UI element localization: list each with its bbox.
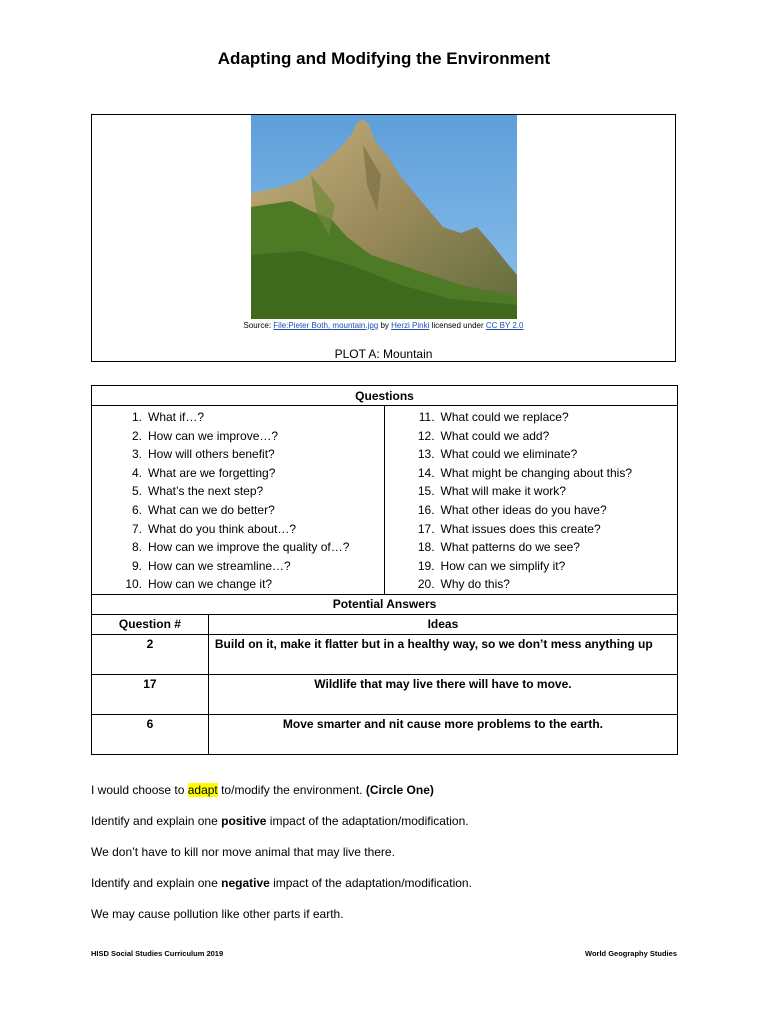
- positive-answer: We don’t have to kill nor move animal that may live there.: [91, 845, 395, 859]
- question-number: 8.: [131, 540, 142, 555]
- col-question-header: Question #: [92, 614, 209, 634]
- question-text: What if…?: [148, 410, 205, 424]
- question-number: 3.: [131, 447, 142, 462]
- question-item: [92, 520, 384, 539]
- question-number: 16.: [417, 502, 435, 517]
- source-by: by: [378, 321, 392, 330]
- positive-post: impact of the adaptation/modification.: [266, 814, 469, 828]
- question-text: How can we improve…?: [148, 428, 279, 443]
- source-prefix: Source:: [243, 321, 274, 330]
- mountain-photo: [251, 115, 517, 319]
- question-text: What could we eliminate?: [440, 447, 578, 462]
- question-text: How will others benefit?: [148, 447, 275, 462]
- question-number: 15.: [417, 484, 435, 499]
- question-item: [92, 408, 384, 427]
- question-number: 7.: [131, 521, 142, 536]
- positive-prompt: [91, 814, 469, 828]
- question-number: 20.: [417, 577, 435, 592]
- question-text: How can we change it?: [148, 577, 273, 592]
- question-item: [92, 445, 384, 464]
- question-number: 13.: [417, 447, 435, 462]
- question-item: [385, 445, 677, 464]
- negative-prompt: [91, 876, 472, 890]
- question-text: What other ideas do you have?: [440, 502, 607, 517]
- question-text: How can we improve the quality of…?: [148, 540, 350, 555]
- answer-question-number: 2: [92, 634, 209, 674]
- question-number: 11.: [418, 410, 435, 424]
- answer-idea: Wildlife that may live there will have to move.: [208, 674, 677, 714]
- question-item: [385, 557, 677, 576]
- image-box: [91, 114, 676, 362]
- source-licensed: licensed under: [429, 321, 486, 330]
- question-item: [385, 408, 677, 427]
- positive-word: positive: [221, 814, 267, 828]
- footer-left: HISD Social Studies Curriculum 2019: [91, 949, 224, 958]
- negative-pre: Identify and explain one: [91, 876, 222, 890]
- question-text: Why do this?: [440, 577, 510, 592]
- question-text: What do you think about…?: [148, 521, 297, 536]
- question-text: How can we simplify it?: [440, 558, 566, 573]
- answer-question-number: 6: [92, 714, 209, 754]
- question-text: What will make it work?: [440, 484, 566, 499]
- questions-left-list: [92, 408, 384, 594]
- question-text: What might be changing about this?: [440, 465, 633, 480]
- adapt-highlight: adapt: [187, 783, 218, 797]
- question-item: [92, 482, 384, 501]
- question-number: 17.: [417, 521, 435, 536]
- questions-right-column: [384, 406, 677, 595]
- negative-word: negative: [221, 876, 270, 890]
- questions-table: [91, 385, 678, 755]
- choose-post: to/modify the environment.: [217, 783, 366, 797]
- image-source-credit: [92, 321, 675, 330]
- question-number: 9.: [131, 558, 142, 573]
- answers-header: Potential Answers: [92, 594, 678, 614]
- question-text: What’s the next step?: [148, 484, 264, 499]
- answer-idea: Build on it, make it flatter but in a healthy way, so we don’t mess anything up: [208, 634, 677, 674]
- page-title: Adapting and Modifying the Environment: [217, 49, 551, 68]
- question-text: What are we forgetting?: [148, 465, 276, 480]
- choose-line: [91, 783, 434, 797]
- answer-row: [92, 674, 678, 714]
- question-number: 14.: [417, 465, 435, 480]
- question-text: What could we replace?: [440, 410, 569, 424]
- answer-row: [92, 714, 678, 754]
- question-item: [92, 538, 384, 557]
- question-item: [385, 538, 677, 557]
- source-file-link[interactable]: File:Pieter Both, mountain.jpg: [273, 321, 379, 330]
- question-item: [92, 501, 384, 520]
- question-item: [385, 575, 677, 594]
- question-item: [92, 575, 384, 594]
- question-number: 4.: [131, 465, 142, 480]
- question-number: 6.: [131, 502, 142, 517]
- answer-row: [92, 634, 678, 674]
- answer-idea: Move smarter and nit cause more problems to the earth.: [208, 714, 677, 754]
- questions-header: Questions: [92, 386, 678, 406]
- positive-pre: Identify and explain one: [91, 814, 222, 828]
- circle-one: (Circle One): [365, 783, 434, 797]
- question-item: [385, 482, 677, 501]
- question-number: 12.: [417, 428, 435, 443]
- question-item: [385, 427, 677, 446]
- col-ideas-header: Ideas: [208, 614, 677, 634]
- question-item: [92, 557, 384, 576]
- question-item: [385, 501, 677, 520]
- question-number: 5.: [131, 484, 142, 499]
- questions-left-column: [92, 406, 385, 595]
- question-item: [385, 520, 677, 539]
- question-text: How can we streamline…?: [148, 558, 291, 573]
- question-number: 10.: [125, 577, 142, 592]
- question-item: [92, 464, 384, 483]
- question-text: What issues does this create?: [440, 521, 601, 536]
- footer-right: World Geography Studies: [585, 949, 677, 958]
- question-number: 1.: [131, 410, 142, 424]
- plot-label: PLOT A: Mountain: [334, 347, 433, 361]
- question-item: [385, 464, 677, 483]
- question-item: [92, 427, 384, 446]
- answer-question-number: 17: [92, 674, 209, 714]
- choose-pre: I would choose to: [91, 783, 188, 797]
- question-number: 19.: [417, 558, 435, 573]
- question-number: 2.: [131, 428, 142, 443]
- question-text: What can we do better?: [148, 502, 275, 517]
- question-text: What patterns do we see?: [440, 540, 580, 555]
- negative-answer: We may cause pollution like other parts if earth.: [91, 907, 344, 921]
- source-license-link[interactable]: CC BY 2.0: [485, 321, 524, 330]
- question-number: 18.: [417, 540, 435, 555]
- questions-right-list: [385, 408, 677, 594]
- source-author-link[interactable]: Herzi Pinki: [391, 321, 430, 330]
- negative-post: impact of the adaptation/modification.: [269, 876, 472, 890]
- question-text: What could we add?: [440, 428, 550, 443]
